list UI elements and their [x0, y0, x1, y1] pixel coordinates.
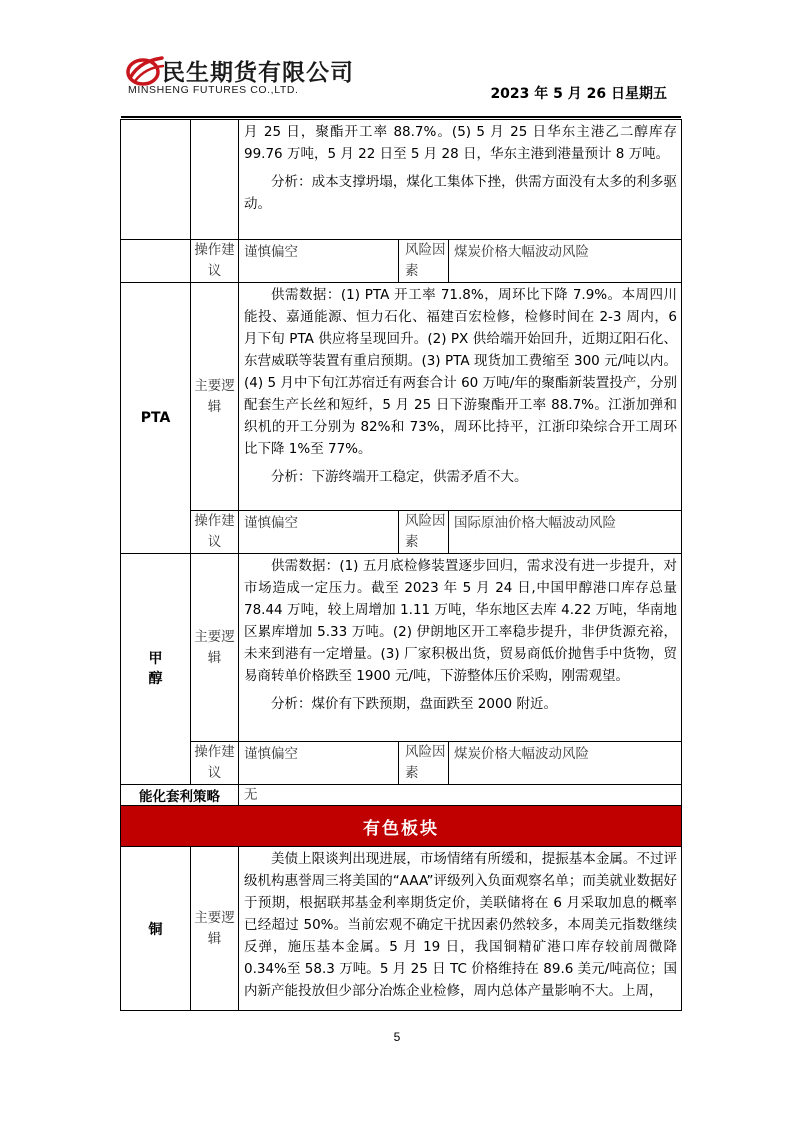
pta-risk-value: 国际原油价格大幅波动风险	[449, 511, 682, 554]
arbitrage-label: 能化套利策略	[121, 785, 239, 806]
page-header	[0, 0, 794, 118]
methanol-logic-label: 主要逻辑	[191, 554, 239, 742]
methanol-risk-value: 煤炭价格大幅波动风险	[449, 742, 682, 785]
strategy-table	[120, 119, 682, 1011]
meg-logic-content	[239, 120, 682, 240]
header-divider	[121, 116, 681, 118]
meg-category-cell-2	[121, 240, 191, 283]
report-date: 2023 年 5 月 26 日星期五	[490, 86, 667, 102]
logo-chinese-name: 民生期货有限公司	[162, 60, 354, 86]
methanol-action-label: 操作建议	[191, 742, 239, 785]
copper-logic-row	[121, 847, 682, 1011]
nonferrous-section-row	[121, 806, 682, 847]
pta-analysis-text: 分析：下游终端开工稳定，供需矛盾不大。	[271, 469, 528, 485]
pta-logic-row	[121, 283, 682, 511]
meg-category-cell	[121, 120, 191, 240]
meg-action-row	[121, 240, 682, 283]
meg-action-label: 操作建议	[191, 240, 239, 283]
meg-action-value: 谨慎偏空	[239, 240, 399, 283]
logo-mark-icon	[126, 54, 164, 88]
pta-logic-content	[239, 283, 682, 511]
meg-analysis-text: 分析：成本支撑坍塌，煤化工集体下挫，供需方面没有太多的利多驱动。	[244, 174, 678, 212]
copper-logic-label: 主要逻辑	[191, 847, 239, 1011]
methanol-logic-row	[121, 554, 682, 742]
methanol-category-label: 甲醇	[121, 554, 191, 785]
pta-action-label: 操作建议	[191, 511, 239, 554]
copper-macro-text: 美债上限谈判出现进展，市场情绪有所缓和，提振基本金属。不过评级机构惠誉周三将美国的“AAA”评级列入负面观察名单；而美就业数据好于预期，根据联邦基金利率期货定价，美联储将在 6 月采取加息的概率已经超过 50%。当前宏观不确定干扰因素仍然较多，本周美元指数继续反弹，施压基本金属。5 月 19 日，我国铜精矿港口库存较前周微降 0.34%至 58.3 万吨。5 月 25 日 TC 价格维持在 89.6 美元/吨高位；国内新产能投放但少部分冶炼企业检修，周内总体产量影响不大。上周，	[244, 851, 678, 999]
arbitrage-row	[121, 785, 682, 806]
arbitrage-value: 无	[239, 785, 682, 806]
methanol-risk-label: 风险因素	[399, 742, 449, 785]
pta-category-label: PTA	[121, 283, 191, 554]
methanol-logic-content	[239, 554, 682, 742]
pta-supply-text: 供需数据：(1) PTA 开工率 71.8%，周环比下降 7.9%。本周四川能投、嘉通能源、恒力石化、福建百宏检修，检修时间在 2-3 周内，6 月下旬 PTA 供应将呈现回升。(2) PX 供给端开始回升，近期辽阳石化、东营威联等装置有重启预期。(3) PTA 现货加工费缩至 300 元/吨以内。(4) 5 月中下旬江苏宿迁有两套合计 60 万吨/年的聚酯新装置投产，分别配套生产长丝和短纤，5 月 25 日下游聚酯开工率 88.7%。江浙加弹和织机的开工分别为 82%和 73%，周环比持平，江浙印染综合开工周环比下降 1%至 77%。	[244, 287, 678, 457]
pta-action-row	[121, 511, 682, 554]
pta-risk-label: 风险因素	[399, 511, 449, 554]
methanol-analysis-text: 分析：煤价有下跌预期，盘面跌至 2000 附近。	[271, 696, 557, 712]
company-logo	[126, 52, 376, 102]
section-title: 有色板块	[121, 806, 682, 847]
meg-logic-row	[121, 120, 682, 240]
pta-action-value: 谨慎偏空	[239, 511, 399, 554]
methanol-action-value: 谨慎偏空	[239, 742, 399, 785]
meg-risk-label: 风险因素	[399, 240, 449, 283]
copper-logic-content	[239, 847, 682, 1011]
meg-risk-value: 煤炭价格大幅波动风险	[449, 240, 682, 283]
methanol-action-row	[121, 742, 682, 785]
meg-supply-text: 月 25 日，聚酯开工率 88.7%。(5) 5 月 25 日华东主港乙二醇库存 99.76 万吨，5 月 22 日至 5 月 28 日，华东主港到港量预计 8 万吨。	[244, 124, 678, 162]
page-number: 5	[393, 1030, 401, 1044]
copper-category-label: 铜	[121, 847, 191, 1011]
meg-logic-label-cell	[191, 120, 239, 240]
methanol-supply-text: 供需数据：(1) 五月底检修装置逐步回归，需求没有进一步提升，对市场造成一定压力。截至 2023 年 5 月 24 日,中国甲醇港口库存总量 78.44 万吨，较上周增加 1.11 万吨，华东地区去库 4.22 万吨，华南地区累库增加 5.33 万吨。(2) 伊朗地区开工率稳步提升，非伊货源充裕，未来到港有一定增量。(3) 厂家积极出货，贸易商低价抛售手中货物，贸易商转单价格跌至 1900 元/吨，下游整体压价采购，刚需观望。	[244, 558, 678, 684]
pta-logic-label: 主要逻辑	[191, 283, 239, 511]
logo-english-name: MINSHENG FUTURES CO.,LTD.	[128, 84, 299, 96]
